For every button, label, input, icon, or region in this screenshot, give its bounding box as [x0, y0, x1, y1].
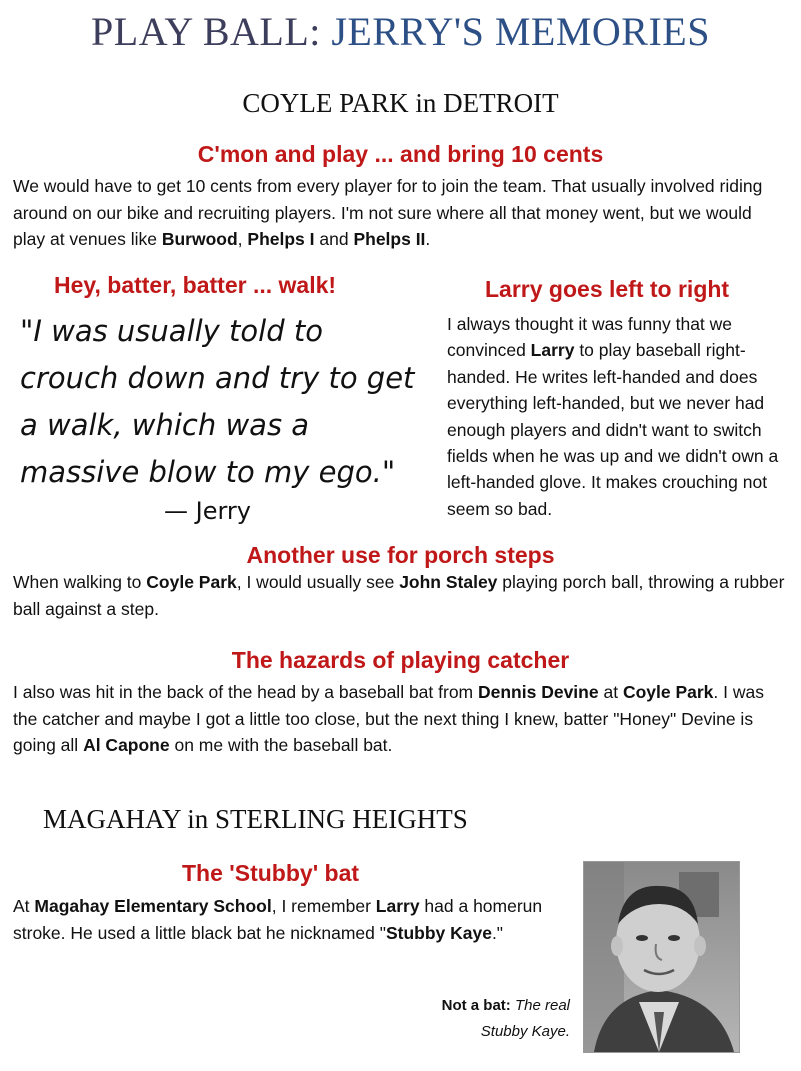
- left-ear: [611, 936, 623, 956]
- story-text: ,: [237, 229, 248, 249]
- jerry-quote: "I was usually told to crouch down and try to get a walk, which was a massive blow to my ego.": [20, 314, 415, 489]
- story-text: .: [425, 229, 431, 249]
- venue-name: Phelps I: [247, 229, 315, 249]
- portrait-illustration: [584, 862, 739, 1052]
- story-headline-ten-cents: C'mon and play ... and bring 10 cents: [197, 141, 604, 167]
- page-title-main: JERRY'S MEMORIES: [331, 9, 710, 54]
- story-text: at: [598, 682, 623, 702]
- story-text: . I was the catcher and maybe I got a little too close, but the next thing I knew, batter "Honey" Devine is going all: [13, 682, 764, 755]
- story-text: to play baseball right-handed. He writes left-handed and does everything left-handed, but we never had enough players and didn't want to switch fields when he was up and we didn't own a left-handed glove. It makes crouching not seem so bad.: [447, 340, 779, 519]
- story-headline-batter-walk: Hey, batter, batter ... walk!: [54, 272, 337, 298]
- quote-attribution: — Jerry: [164, 497, 251, 525]
- person-name: Larry: [375, 896, 420, 916]
- story-body-stubby-bat: [13, 893, 558, 946]
- place-name: Coyle Park: [622, 682, 714, 702]
- bat-nickname: Stubby Kaye: [385, 922, 492, 943]
- stubby-kaye-photo: [583, 861, 740, 1053]
- story-text: on me with the baseball bat.: [169, 735, 393, 755]
- story-text: .": [491, 922, 504, 943]
- story-text: , I would usually see: [236, 572, 400, 592]
- story-headline-catcher-hazards: The hazards of playing catcher: [231, 647, 570, 673]
- story-text: When walking to: [13, 572, 147, 592]
- story-text: playing porch ball, throwing a rubber ball against a step.: [13, 572, 785, 619]
- story-headline-left-to-right: Larry goes left to right: [485, 276, 730, 302]
- section-heading-magahay: MAGAHAY in STERLING HEIGHTS: [43, 804, 468, 834]
- venue-name: Burwood: [161, 229, 238, 249]
- story-text: I also was hit in the back of the head by a baseball bat from: [13, 682, 478, 702]
- page-title: [0, 8, 801, 55]
- caption-lead: Not a bat:: [441, 997, 511, 1014]
- story-text: , I remember: [271, 896, 376, 916]
- caption-text: The real Stubby Kaye.: [480, 997, 570, 1040]
- story-text: and: [314, 229, 354, 249]
- story-text: We would have to get 10 cents from every player for to join the team. That usually involved riding around on our bike and recruiting players. I'm not sure where all that money went, but we would play at venues like: [13, 176, 763, 249]
- person-name: Dennis Devine: [478, 682, 599, 702]
- venue-name: Phelps II: [353, 229, 426, 249]
- story-body-left-to-right: [447, 311, 795, 522]
- photo-caption: [405, 993, 570, 1045]
- person-name: Al Capone: [83, 735, 170, 755]
- right-ear: [694, 936, 706, 956]
- story-headline-stubby-bat: The 'Stubby' bat: [182, 860, 360, 886]
- right-eye: [668, 935, 680, 941]
- story-text: had a homerun stroke. He used a little black bat he nicknamed ": [13, 896, 543, 943]
- story-body-porch-steps: [13, 569, 788, 622]
- person-name: Larry: [530, 340, 575, 361]
- place-name: Coyle Park: [146, 572, 237, 592]
- story-headline-porch-steps: Another use for porch steps: [246, 542, 555, 568]
- page-title-lead: PLAY BALL:: [91, 9, 321, 54]
- story-text: I always thought it was funny that we convinced: [447, 314, 733, 361]
- story-body-catcher-hazards: [13, 679, 788, 759]
- school-name: Magahay Elementary School: [34, 896, 272, 916]
- left-eye: [636, 935, 648, 941]
- person-name: John Staley: [399, 572, 498, 592]
- section-heading-coyle-park: COYLE PARK in DETROIT: [242, 88, 559, 118]
- story-text: At: [13, 896, 35, 916]
- story-body-ten-cents: [13, 173, 788, 253]
